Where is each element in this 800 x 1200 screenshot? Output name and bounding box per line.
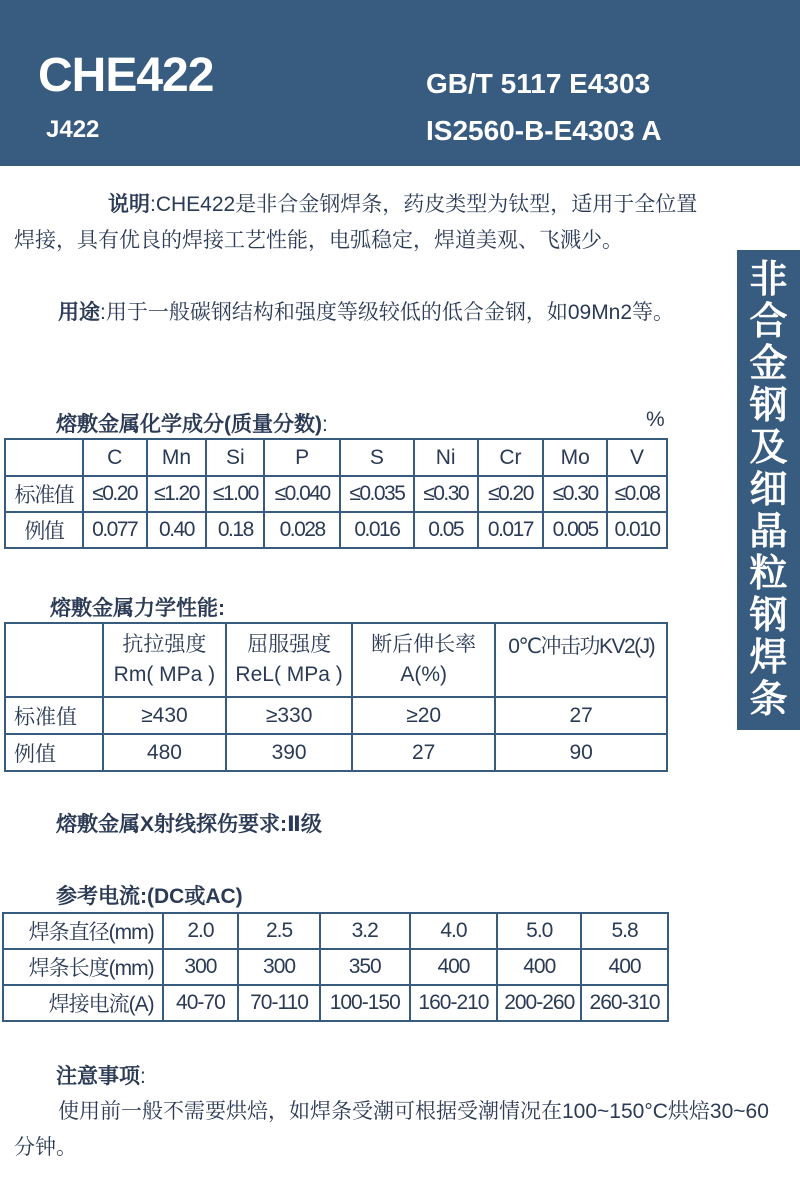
category-side-tab [737, 250, 800, 730]
table-cell: 160-210 [410, 985, 498, 1021]
side-tab-char: 合 [749, 301, 788, 343]
table-cell: 2.5 [238, 913, 320, 949]
header-banner [0, 0, 800, 166]
table-cell: ≤0.30 [543, 476, 607, 512]
side-tab-char: 条 [749, 679, 788, 721]
table-cell: 400 [497, 949, 581, 985]
table-cell: 70-110 [238, 985, 320, 1021]
table-cell: 2.0 [163, 913, 239, 949]
chemistry-header-row [5, 439, 667, 476]
table-cell: ≤0.20 [478, 476, 544, 512]
table-cell: 40-70 [163, 985, 239, 1021]
table-cell: 300 [163, 949, 239, 985]
table-cell: 4.0 [410, 913, 498, 949]
row-label: 例值 [5, 734, 103, 771]
table-cell: ≤1.20 [147, 476, 207, 512]
table-cell: 90 [495, 734, 667, 771]
table-header-cell: 0℃冲击功KV2(J) [495, 623, 667, 697]
usage-text: :用于一般碳钢结构和强度等级较低的低合金钢，如09Mn2等。 [100, 301, 675, 324]
table-cell: ≥430 [103, 697, 227, 734]
table-header-cell: Mn [147, 439, 207, 476]
notes-title: 注意事项: [56, 1065, 146, 1088]
table-cell: 0.010 [607, 512, 667, 548]
table-cell: 400 [581, 949, 668, 985]
xray-requirement: 熔敷金属X射线探伤要求:Ⅱ级 [56, 813, 322, 836]
side-tab-char: 非 [749, 259, 788, 301]
side-tab-char: 焊 [749, 637, 788, 679]
table-cell: 100-150 [320, 985, 410, 1021]
table-cell: ≤0.30 [414, 476, 478, 512]
current-title: 参考电流:(DC或AC) [56, 885, 243, 908]
description-label: 说明 [108, 193, 150, 216]
mechanical-title: 熔敷金属力学性能: [50, 597, 225, 620]
table-cell: 0.017 [478, 512, 544, 548]
table-cell: ≥330 [226, 697, 352, 734]
table-cell: ≤0.035 [340, 476, 414, 512]
standard-is: IS2560-B-E4303 A [426, 115, 662, 146]
chemistry-table [4, 438, 668, 549]
table-cell: 200-260 [497, 985, 581, 1021]
table-cell: ≤1.00 [206, 476, 264, 512]
table-row [3, 913, 668, 949]
table-cell: 0.005 [543, 512, 607, 548]
side-tab-char: 晶 [749, 511, 788, 553]
table-cell: 0.18 [206, 512, 264, 548]
table-cell: 0.40 [147, 512, 207, 548]
table-row [5, 512, 667, 548]
table-row [5, 476, 667, 512]
table-cell: ≤0.08 [607, 476, 667, 512]
product-alias: J422 [46, 116, 100, 143]
side-tab-char: 金 [749, 343, 788, 385]
table-header-cell: Cr [478, 439, 544, 476]
table-header-cell: Mo [543, 439, 607, 476]
standard-gb: GB/T 5117 E4303 [426, 68, 651, 99]
table-cell: 27 [495, 697, 667, 734]
description-text: :CHE422是非合金钢焊条，药皮类型为钛型，适用于全位置焊接，具有优良的焊接工艺性能，电弧稳定，焊道美观、飞溅少。 [14, 193, 698, 252]
usage-label: 用途 [58, 301, 100, 324]
table-cell: ≥20 [352, 697, 495, 734]
table-header-cell: V [607, 439, 667, 476]
description-paragraph [14, 187, 714, 259]
table-cell: ≤0.040 [264, 476, 340, 512]
usage-paragraph [14, 295, 714, 331]
table-cell: 300 [238, 949, 320, 985]
mechanical-header-row [5, 623, 667, 697]
row-label: 标准值 [5, 697, 103, 734]
table-header-cell: S [340, 439, 414, 476]
row-label: 标准值 [5, 476, 83, 512]
table-cell [5, 623, 103, 697]
table-row [3, 985, 668, 1021]
table-cell: 0.016 [340, 512, 414, 548]
table-cell: 0.077 [83, 512, 147, 548]
side-tab-char: 钢 [749, 595, 788, 637]
table-row [5, 734, 667, 771]
table-header-cell: 断后伸长率 A(%) [352, 623, 495, 697]
table-cell: 3.2 [320, 913, 410, 949]
table-cell: 5.8 [581, 913, 668, 949]
row-label: 例值 [5, 512, 83, 548]
current-table [2, 912, 669, 1022]
table-row [5, 697, 667, 734]
table-header-cell: 抗拉强度 Rm( MPa ) [103, 623, 227, 697]
mechanical-table [4, 622, 668, 772]
row-label: 焊条长度(mm) [3, 949, 163, 985]
table-cell: ≤0.20 [83, 476, 147, 512]
table-cell: 260-310 [581, 985, 668, 1021]
notes-text: 使用前一般不需要烘焙，如焊条受潮可根据受潮情况在100~150°C烘焙30~60分钟。 [14, 1100, 769, 1159]
table-cell [5, 439, 83, 476]
table-cell: 0.028 [264, 512, 340, 548]
row-label: 焊接电流(A) [3, 985, 163, 1021]
side-tab-char: 细 [749, 469, 788, 511]
side-tab-char: 钢 [749, 385, 788, 427]
table-header-cell: C [83, 439, 147, 476]
table-cell: 0.05 [414, 512, 478, 548]
table-cell: 480 [103, 734, 227, 771]
chemistry-title: 熔敷金属化学成分(质量分数): [56, 413, 328, 436]
table-header-cell: 屈服强度 ReL( MPa ) [226, 623, 352, 697]
row-label: 焊条直径(mm) [3, 913, 163, 949]
side-tab-char: 粒 [749, 553, 788, 595]
table-cell: 5.0 [497, 913, 581, 949]
table-cell: 27 [352, 734, 495, 771]
side-tab-char: 及 [749, 427, 788, 469]
chemistry-unit: % [646, 408, 665, 431]
table-header-cell: P [264, 439, 340, 476]
table-header-cell: Ni [414, 439, 478, 476]
table-cell: 390 [226, 734, 352, 771]
table-header-cell: Si [206, 439, 264, 476]
product-model: CHE422 [38, 49, 214, 102]
table-row [3, 949, 668, 985]
table-cell: 400 [410, 949, 498, 985]
table-cell: 350 [320, 949, 410, 985]
